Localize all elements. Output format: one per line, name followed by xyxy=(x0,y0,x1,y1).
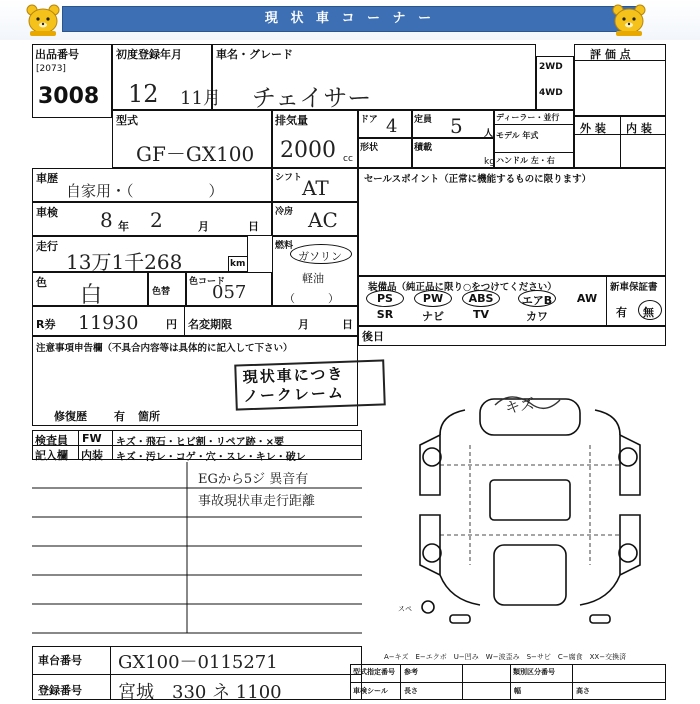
equipment-circle xyxy=(366,290,404,307)
stamp-line-2: ノークレーム xyxy=(243,383,346,406)
rticket-value: 11930 xyxy=(78,312,139,334)
cc-unit: cc xyxy=(343,154,353,164)
car-grade-label: 車名・グレード xyxy=(216,48,293,61)
fuel-other: （ ） xyxy=(284,292,339,305)
tax-limit-label: 名変期限 xyxy=(188,318,232,331)
inspection-year: 8 xyxy=(100,208,113,232)
shift-value: AT xyxy=(302,176,329,200)
history-label: 車歴 xyxy=(36,172,58,185)
equipment-option: AW xyxy=(576,292,598,305)
drive-2wd: 2WD xyxy=(539,62,563,72)
ac-label: 冷房 xyxy=(275,207,294,217)
remarks-col-label: 記入欄 xyxy=(35,449,68,462)
inspection-month: 2 xyxy=(150,208,163,232)
fuel-gasoline: ガソリン xyxy=(298,250,342,263)
bottom-label-6: 高さ xyxy=(576,687,590,695)
warranty-no: 無 xyxy=(643,306,654,319)
equipment-circle xyxy=(414,290,452,307)
equipment-circle xyxy=(462,290,500,307)
stamp-line-1: 現状車につき xyxy=(242,364,345,387)
car-name: チェイサー xyxy=(252,84,372,112)
color-code-label: 色コード xyxy=(189,277,226,287)
equipment-label: 装備品（純正品に限り○をつけてください） xyxy=(368,282,557,293)
bottom-label-4: 長さ xyxy=(404,687,418,695)
load-label: 積載 xyxy=(414,143,433,153)
displacement-value: 2000 xyxy=(280,138,336,163)
year-unit: 年 xyxy=(118,220,129,233)
bottom-label-2: 類別区分番号 xyxy=(513,668,555,676)
bear-mascot-icon xyxy=(610,3,648,37)
row2-desc: キズ・汚レ・コゲ・穴・スレ・キレ・破レ xyxy=(116,452,306,463)
chassis-label: 車台番号 xyxy=(38,654,82,667)
spare-label: スペ xyxy=(398,605,412,613)
color-value: 白 xyxy=(80,283,103,308)
rticket-label: R券 xyxy=(36,318,56,331)
month-unit: 月 xyxy=(198,220,209,233)
history-value: 自家用・（ ） xyxy=(66,182,224,200)
tax-month-unit: 月 xyxy=(298,318,309,331)
mileage-label: 走行 xyxy=(36,240,58,253)
header-bar xyxy=(0,0,700,40)
diagram-scribble: キズ xyxy=(503,394,537,418)
naisou-label: 内装 xyxy=(81,449,103,462)
first-reg-year: 12 xyxy=(128,80,159,108)
bottom-label-7: 参考 xyxy=(404,668,418,676)
legend: A−キズ E−エクボ U−凹み W−波歪み S−サビ C−腐食 XX−交換済 xyxy=(384,653,627,661)
door-label: ドア xyxy=(360,115,378,125)
reg-label: 登録番号 xyxy=(38,684,82,697)
tax-day-unit: 日 xyxy=(342,318,353,331)
inspection-label: 車検 xyxy=(36,206,58,219)
model-label: 型式 xyxy=(116,114,138,127)
kg-unit: kg xyxy=(484,157,495,167)
remark-line-2: 事故現状車走行距離 xyxy=(198,494,316,509)
displacement-label: 排気量 xyxy=(275,114,308,127)
model-code: GF－GX100 xyxy=(136,142,255,166)
lot-number-small: [2073] xyxy=(36,64,66,74)
mileage-value: 13万1千268 xyxy=(66,250,183,274)
no-claim-stamp xyxy=(234,359,386,410)
shape-label: 形状 xyxy=(360,143,379,153)
repair-place-label: 箇所 xyxy=(138,410,160,423)
caution-label: 注意事項申告欄（不具合内容等は具体的に記入して下さい） xyxy=(36,343,293,354)
bottom-label-1: 型式指定番号 xyxy=(353,668,395,676)
after-date-label: 後日 xyxy=(362,330,384,343)
color-label: 色 xyxy=(36,276,47,289)
interior-label: 内 装 xyxy=(626,122,652,135)
chassis-number: GX100－0115271 xyxy=(118,652,278,673)
remark-line-1: EGから5ジ 異音有 xyxy=(198,472,309,487)
bottom-label-3: 車検シール xyxy=(353,687,388,695)
ac-value: AC xyxy=(308,208,338,232)
fw-label: FW xyxy=(82,432,102,445)
exterior-label: 外 装 xyxy=(580,122,606,135)
color-code-value: 057 xyxy=(212,282,247,303)
equipment-option: ナビ xyxy=(422,310,444,323)
new-warranty-label: 新車保証書 xyxy=(610,282,658,293)
remarks-lines xyxy=(32,462,362,640)
after-date-row xyxy=(358,326,666,346)
car-damage-diagram xyxy=(410,385,650,625)
bear-mascot-icon xyxy=(24,3,62,37)
equipment-circle xyxy=(518,290,556,307)
row1-desc: キズ・飛石・ヒビ割・リペア跡・×要 xyxy=(116,437,284,448)
day-unit: 日 xyxy=(248,220,259,233)
dealer-label: ディーラー・並行 xyxy=(496,113,560,122)
inspector-label: 検査員 xyxy=(35,434,68,447)
equipment-option: TV xyxy=(472,308,490,321)
drive-4wd: 4WD xyxy=(539,88,563,98)
yen-unit: 円 xyxy=(166,318,177,331)
lot-number-label: 出品番号 xyxy=(35,48,79,61)
capacity-value: 5 xyxy=(450,114,463,138)
page-title: 現 状 車 コ ー ナ ー xyxy=(62,6,638,32)
reg-number: 宮城 330 ネ 1100 xyxy=(118,682,282,703)
equipment-option: PW xyxy=(422,292,444,305)
capacity-label: 定員 xyxy=(414,115,433,125)
repair-history-label: 修復歴 xyxy=(54,410,87,423)
repair-yes-label: 有 xyxy=(114,410,125,423)
equipment-option: ABS xyxy=(468,292,494,305)
equipment-option: カワ xyxy=(526,310,548,323)
lot-number: 3008 xyxy=(38,84,100,109)
equipment-option: PS xyxy=(377,292,393,305)
equipment-option: SR xyxy=(376,308,394,321)
door-value: 4 xyxy=(386,116,398,137)
handle-label: ハンドル 左・右 xyxy=(496,156,555,165)
color-change-label: 色替 xyxy=(152,287,171,297)
sales-point-label: セールスポイント（正常に機能するものに限ります） xyxy=(364,174,592,185)
bottom-label-5: 幅 xyxy=(514,687,521,695)
fuel-label: 燃料 xyxy=(275,241,294,251)
fuel-diesel: 軽油 xyxy=(302,272,324,285)
person-unit: 人 xyxy=(484,129,494,139)
shift-label: シフト xyxy=(275,173,303,183)
km-unit: km xyxy=(230,259,246,269)
warranty-yes: 有 xyxy=(616,306,627,319)
model-year-label: モデル 年式 xyxy=(496,131,539,140)
first-reg-month: 11月 xyxy=(180,88,221,109)
rating-label: 評 価 点 xyxy=(590,48,631,61)
first-reg-label: 初度登録年月 xyxy=(116,48,182,61)
equipment-option: エアB xyxy=(521,294,553,307)
